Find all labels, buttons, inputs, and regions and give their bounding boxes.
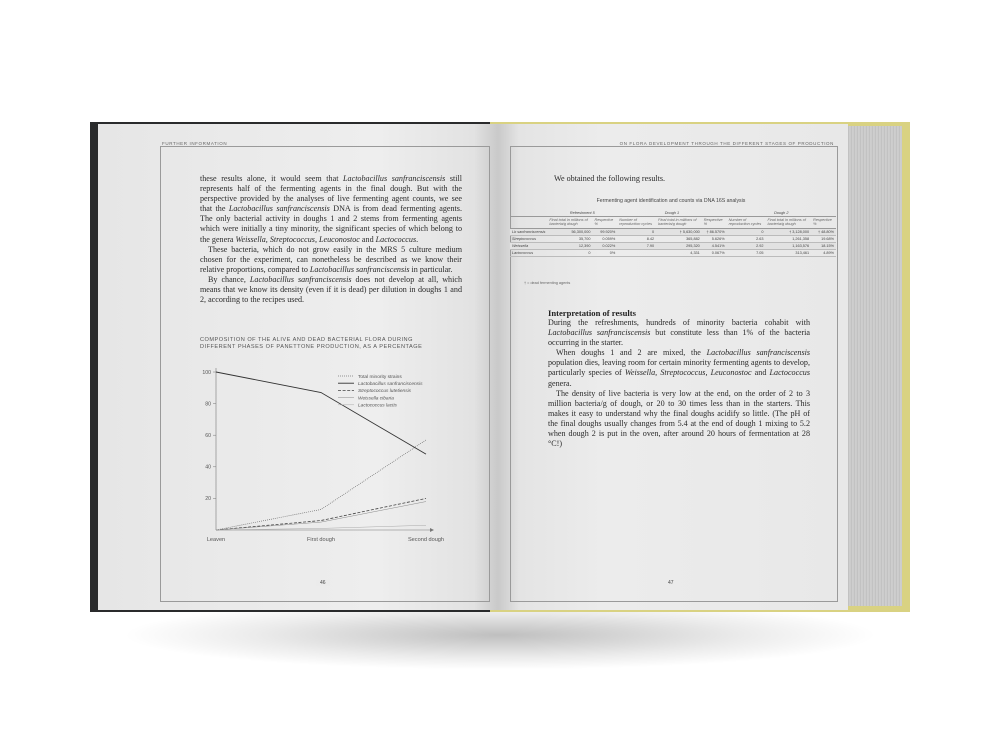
y-tick-label: 100 — [202, 369, 211, 376]
chart-title: COMPOSITION OF THE ALIVE AND DEAD BACTERIAL FLORA DURING DIFFERENT PHASES OF PANETTONE PRODUCTION, AS A PERCENTAGE — [200, 337, 423, 350]
table-cell: 0.067% — [702, 249, 727, 256]
table-cell: 0% — [592, 249, 617, 256]
table-cell: 1,163,576 — [765, 242, 811, 249]
table-cell: 56,300,000 — [547, 228, 592, 235]
table-sub-header — [510, 217, 836, 229]
table-cell: 8.42 — [617, 235, 656, 242]
table-cell: 2.63 — [727, 235, 766, 242]
col-header: Respective % — [592, 217, 617, 229]
y-tick-label: 60 — [205, 433, 211, 439]
table-cell: 4.541% — [702, 242, 727, 249]
table-cell: 5.626% — [702, 235, 727, 242]
table-cell: 12,390 — [547, 242, 592, 249]
right-body-text — [548, 318, 810, 449]
left-body-text — [200, 174, 462, 305]
table-cell: 4,331 — [656, 249, 702, 256]
left-paragraph-2: These bacteria, which do not grow easily in the MRS 5 culture medium chosen for the experiment, can nonetheless be described as we know their relative proportions, compared to Lactobacillus sanfranciscensis in particular. — [200, 244, 462, 274]
table-cell: 7.90 — [617, 242, 656, 249]
right-page — [498, 124, 848, 610]
right-running-head: ON FLORA DEVELOPMENT THROUGH THE DIFFERENT STAGES OF PRODUCTION — [619, 141, 834, 146]
col-header: Final total in millions of bacteria/g dough — [547, 217, 592, 229]
table-cell: 0 — [617, 228, 656, 235]
table-cell: † 3,128,000 — [765, 228, 811, 235]
x-axis-arrow — [430, 528, 434, 532]
left-page — [98, 124, 498, 610]
y-tick-label: 20 — [205, 496, 211, 503]
x-tick-label: Leaven — [206, 537, 226, 543]
legend-entry: Total minority strains — [358, 374, 402, 380]
table-cell: 313,461 — [765, 249, 811, 256]
col-header: Final total in millions of bacteria/g dough — [656, 217, 702, 229]
right-paragraph-2: When doughs 1 and 2 are mixed, the Lactobacillus sanfranciscensis population dies, leaving room for certain minority fermenting agents to develop, particularly species of Weissella, Streptococcus, Leuconostoc and Lactococcus genera. — [548, 348, 810, 388]
table-cell: 35,700 — [547, 235, 592, 242]
table-cell: 295,320 — [656, 242, 702, 249]
table-cell: † 86.570% — [702, 228, 727, 235]
table-cell: 0.022% — [592, 242, 617, 249]
table-cell — [617, 249, 656, 256]
y-tick-label: 40 — [205, 464, 211, 471]
x-tick-label: First dough — [307, 537, 335, 543]
table-cell: 7.05 — [727, 249, 766, 256]
col-header: Respective % — [811, 217, 836, 229]
table-cell: † 5,630,000 — [656, 228, 702, 235]
table-cell: 0 — [547, 249, 592, 256]
table-cell: 0.059% — [592, 235, 617, 242]
table-cell: 365,882 — [656, 235, 702, 242]
group-refreshment-5: Refreshment 5 — [547, 210, 617, 217]
legend-entry: Streptococcus lutetiensis — [358, 389, 412, 395]
table-footnote: † = dead fermenting agents — [524, 281, 571, 285]
row-species-name: Streptococcus — [510, 235, 547, 242]
col-header: Number of reproduction cycles — [617, 217, 656, 229]
table-row — [510, 242, 836, 249]
group-dough-1: Dough 1 — [617, 210, 726, 217]
table-body — [510, 228, 836, 256]
left-paragraph-3: By chance, Lactobacillus sanfranciscensis does not develop at all, which means that we know its density (even if it is dead) per dilution in doughs 1 and 2, according to the recipes used. — [200, 274, 462, 305]
right-page-number: 47 — [664, 580, 678, 586]
page-edges — [848, 126, 902, 606]
legend-entry: Weissella cibaria — [358, 396, 394, 402]
table-cell: 2.92 — [727, 242, 766, 249]
table-cell: † 48.80% — [811, 228, 836, 235]
col-header: Final total in millions of bacteria/g dough — [765, 217, 811, 229]
left-running-head: FURTHER INFORMATION — [162, 141, 228, 146]
col-header: Respective % — [702, 217, 727, 229]
right-paragraph-1: During the refreshments, hundreds of minority bacteria cohabit with Lactobacillus sanfranciscensis but constitute less than 1% of the bacteria occurring in the starter. — [548, 318, 810, 348]
y-tick-label: 80 — [205, 401, 211, 408]
table-row — [510, 249, 836, 256]
bacterial-flora-line-chart — [190, 362, 450, 552]
series-line-0 — [216, 440, 426, 530]
row-species-name: Lactococcus — [510, 249, 547, 256]
table-row — [510, 235, 836, 242]
x-tick-label: Second dough — [407, 537, 445, 543]
table-row — [510, 228, 836, 235]
table-cell: 0 — [727, 228, 766, 235]
series-line-3 — [216, 502, 426, 530]
table-title: Fermenting agent identification and counts via DNA 16S analysis — [596, 198, 746, 204]
table-cell: 19.68% — [811, 235, 836, 242]
table-cell: 18.15% — [811, 242, 836, 249]
right-paragraph-3: The density of live bacteria is very low at the end, on the order of 2 to 3 million bacteria/g of dough, or 20 to 30 times less than in the starters. This makes it easy to understand why the final doughs acidify so little. (The pH of the final doughs usually changes from 5.4 at the end of dough 1 mixing to 5.2 when dough 2 is put in the oven, after around 20 hours of fermentation at 28 °C!) — [548, 388, 810, 449]
row-species-name: Weissella — [510, 242, 547, 249]
legend-entry: Lactobacillus sanfranciscensis — [358, 382, 423, 387]
table-cell: 99.920% — [592, 228, 617, 235]
interpretation-heading: Interpretation of results — [548, 308, 636, 318]
row-species-name: Lb sanfranciscensis — [512, 229, 546, 234]
table-cell: 4.89% — [811, 249, 836, 256]
series-line-2 — [216, 498, 426, 530]
left-paragraph-1: these results alone, it would seem that Lactobacillus sanfranciscensis still represents half of the fermenting agents in the final dough. But with the perspective provided by the analyses of live fermenting agent counts, we see that the Lactobacillus sanfranciscensis DNA is from dead fermenting agents. The only bacterial activity in doughs 1 and 2 stems from fermenting agents which were initially a tiny minority, the significant species of which belong to the genera Weissella, Streptococcus, Leuconostoc and Lactococcus. — [200, 174, 462, 244]
group-dough-2: Dough 2 — [727, 210, 836, 217]
left-page-number: 46 — [316, 580, 330, 586]
dna-analysis-table — [510, 210, 836, 257]
legend-entry: Lactococcus lactis — [358, 403, 397, 409]
table-cell: 1,261,358 — [765, 235, 811, 242]
intro-text: We obtained the following results. — [554, 174, 666, 183]
col-header: Number of reproduction cycles — [727, 217, 766, 229]
